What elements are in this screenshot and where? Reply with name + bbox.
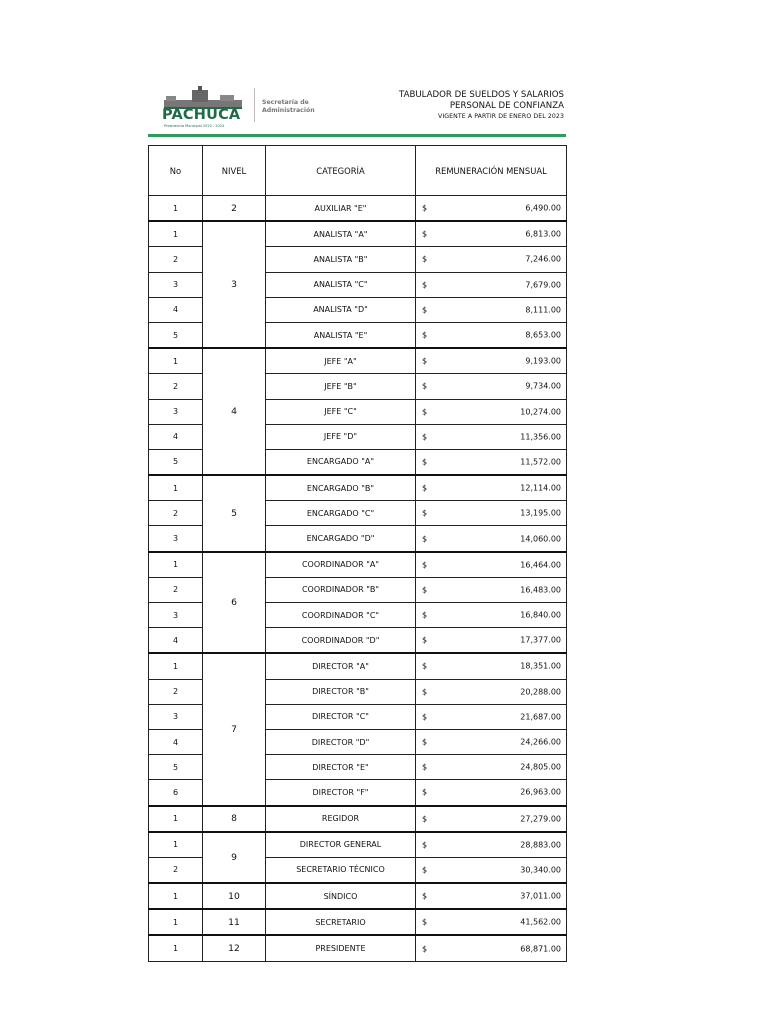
- cell-remuneracion: [416, 704, 567, 729]
- cell-remuneracion: [416, 653, 567, 679]
- cell-categoria: DIRECTOR "A": [266, 653, 416, 679]
- cell-remuneracion: [416, 449, 567, 475]
- amount-value: 20,288.00: [520, 687, 561, 697]
- header-rule: [148, 134, 566, 137]
- amount-value: 24,805.00: [520, 762, 561, 772]
- cell-no: 4: [149, 628, 203, 654]
- cell-categoria: ANALISTA "E": [266, 322, 416, 348]
- currency-symbol: $: [422, 687, 428, 697]
- table-row: [149, 348, 567, 374]
- column-header-categoria: CATEGORÍA: [266, 146, 416, 196]
- cell-nivel: 4: [203, 348, 266, 475]
- cell-no: 1: [149, 806, 203, 832]
- currency-symbol: $: [422, 737, 428, 747]
- currency-symbol: $: [422, 762, 428, 772]
- amount-value: 26,963.00: [520, 787, 561, 797]
- cell-remuneracion: [416, 755, 567, 780]
- currency-symbol: $: [422, 840, 428, 850]
- amount-value: 7,679.00: [525, 280, 561, 290]
- column-header-nivel: NIVEL: [203, 146, 266, 196]
- table-row: [149, 909, 567, 935]
- cell-remuneracion: [416, 909, 567, 935]
- department-line-1: Secretaría de: [262, 99, 309, 106]
- currency-symbol: $: [422, 305, 428, 315]
- cell-no: 5: [149, 322, 203, 348]
- currency-symbol: $: [422, 814, 428, 824]
- cell-categoria: DIRECTOR "E": [266, 755, 416, 780]
- amount-value: 12,114.00: [520, 483, 561, 493]
- cell-categoria: REGIDOR: [266, 806, 416, 832]
- header-divider: [254, 88, 255, 122]
- cell-categoria: ENCARGADO "A": [266, 449, 416, 475]
- cell-remuneracion: [416, 857, 567, 883]
- amount-value: 6,813.00: [525, 229, 561, 239]
- amount-value: 8,111.00: [525, 305, 561, 315]
- table-row: [149, 832, 567, 858]
- cell-categoria: COORDINADOR "B": [266, 577, 416, 602]
- currency-symbol: $: [422, 432, 428, 442]
- cell-no: 1: [149, 221, 203, 247]
- cell-remuneracion: [416, 603, 567, 628]
- cell-categoria: SECRETARIO: [266, 909, 416, 935]
- document-header: [148, 82, 566, 138]
- cell-categoria: ENCARGADO "C": [266, 501, 416, 526]
- currency-symbol: $: [422, 610, 428, 620]
- currency-symbol: $: [422, 865, 428, 875]
- cell-categoria: ANALISTA "D": [266, 297, 416, 322]
- cell-remuneracion: [416, 628, 567, 654]
- cell-nivel: 5: [203, 475, 266, 552]
- table-row: [149, 221, 567, 247]
- cell-categoria: DIRECTOR "F": [266, 780, 416, 806]
- cell-categoria: ANALISTA "A": [266, 221, 416, 247]
- cell-categoria: DIRECTOR "B": [266, 679, 416, 704]
- cell-nivel: 11: [203, 909, 266, 935]
- currency-symbol: $: [422, 917, 428, 927]
- amount-value: 28,883.00: [520, 840, 561, 850]
- cell-remuneracion: [416, 475, 567, 501]
- currency-symbol: $: [422, 534, 428, 544]
- cell-nivel: 7: [203, 653, 266, 805]
- amount-value: 8,653.00: [525, 330, 561, 340]
- title-line-2: PERSONAL DE CONFIANZA: [449, 101, 564, 111]
- cell-no: 1: [149, 196, 203, 222]
- cell-nivel: 9: [203, 832, 266, 883]
- amount-value: 41,562.00: [520, 917, 561, 927]
- amount-value: 10,274.00: [520, 407, 561, 417]
- cell-no: 1: [149, 348, 203, 374]
- table-row: [149, 196, 567, 222]
- currency-symbol: $: [422, 944, 428, 954]
- currency-symbol: $: [422, 229, 428, 239]
- cell-no: 2: [149, 247, 203, 272]
- cell-categoria: ENCARGADO "B": [266, 475, 416, 501]
- cell-no: 4: [149, 424, 203, 449]
- cell-categoria: ENCARGADO "D": [266, 526, 416, 552]
- cell-remuneracion: [416, 424, 567, 449]
- cell-no: 4: [149, 297, 203, 322]
- currency-symbol: $: [422, 661, 428, 671]
- currency-symbol: $: [422, 203, 428, 213]
- amount-value: 9,193.00: [525, 356, 561, 366]
- cell-no: 5: [149, 755, 203, 780]
- amount-value: 16,464.00: [520, 560, 561, 570]
- cell-no: 1: [149, 935, 203, 961]
- cell-categoria: SECRETARIO TÉCNICO: [266, 857, 416, 883]
- table-row: [149, 552, 567, 578]
- amount-value: 68,871.00: [520, 944, 561, 954]
- amount-value: 37,011.00: [520, 891, 561, 901]
- currency-symbol: $: [422, 381, 428, 391]
- column-header-remuneracion: REMUNERACIÓN MENSUAL: [416, 146, 567, 196]
- cell-no: 4: [149, 729, 203, 754]
- table-row: [149, 653, 567, 679]
- currency-symbol: $: [422, 635, 428, 645]
- cell-no: 2: [149, 679, 203, 704]
- cell-no: 2: [149, 501, 203, 526]
- amount-value: 9,734.00: [525, 381, 561, 391]
- cell-categoria: JEFE "B": [266, 374, 416, 399]
- currency-symbol: $: [422, 457, 428, 467]
- cell-no: 1: [149, 653, 203, 679]
- cell-no: 1: [149, 552, 203, 578]
- currency-symbol: $: [422, 356, 428, 366]
- cell-no: 1: [149, 883, 203, 909]
- cell-remuneracion: [416, 322, 567, 348]
- cell-remuneracion: [416, 780, 567, 806]
- cell-nivel: 2: [203, 196, 266, 222]
- cell-remuneracion: [416, 526, 567, 552]
- cell-categoria: COORDINADOR "A": [266, 552, 416, 578]
- cell-categoria: DIRECTOR "C": [266, 704, 416, 729]
- amount-value: 24,266.00: [520, 737, 561, 747]
- cell-remuneracion: [416, 806, 567, 832]
- cell-remuneracion: [416, 935, 567, 961]
- table-row: [149, 806, 567, 832]
- logo-subtitle: Presidencia Municipal 2020 - 2024: [164, 124, 225, 128]
- amount-value: 16,483.00: [520, 585, 561, 595]
- amount-value: 13,195.00: [520, 508, 561, 518]
- cell-no: 2: [149, 374, 203, 399]
- cell-categoria: JEFE "C": [266, 399, 416, 424]
- cell-nivel: 10: [203, 883, 266, 909]
- currency-symbol: $: [422, 712, 428, 722]
- table-row: [149, 475, 567, 501]
- amount-value: 17,377.00: [520, 635, 561, 645]
- cell-categoria: DIRECTOR "D": [266, 729, 416, 754]
- amount-value: 11,356.00: [520, 432, 561, 442]
- table-row: [149, 935, 567, 961]
- cell-remuneracion: [416, 221, 567, 247]
- department-line-2: Administración: [262, 107, 315, 114]
- amount-value: 7,246.00: [525, 254, 561, 264]
- cell-no: 2: [149, 577, 203, 602]
- amount-value: 6,490.00: [525, 203, 561, 213]
- cell-remuneracion: [416, 272, 567, 297]
- cell-nivel: 12: [203, 935, 266, 961]
- cell-categoria: DIRECTOR GENERAL: [266, 832, 416, 858]
- cell-remuneracion: [416, 247, 567, 272]
- table-header-row: [149, 146, 567, 196]
- cell-remuneracion: [416, 297, 567, 322]
- currency-symbol: $: [422, 585, 428, 595]
- cell-categoria: SÍNDICO: [266, 883, 416, 909]
- cell-remuneracion: [416, 348, 567, 374]
- table-row: [149, 883, 567, 909]
- amount-value: 30,340.00: [520, 865, 561, 875]
- cell-remuneracion: [416, 399, 567, 424]
- cell-remuneracion: [416, 679, 567, 704]
- title-line-3: VIGENTE A PARTIR DE ENERO DEL 2023: [438, 113, 564, 120]
- cell-categoria: JEFE "D": [266, 424, 416, 449]
- cell-no: 1: [149, 832, 203, 858]
- amount-value: 16,840.00: [520, 610, 561, 620]
- cell-categoria: PRESIDENTE: [266, 935, 416, 961]
- salary-table: [148, 145, 567, 962]
- cell-no: 3: [149, 272, 203, 297]
- amount-value: 11,572.00: [520, 457, 561, 467]
- amount-value: 27,279.00: [520, 814, 561, 824]
- cell-remuneracion: [416, 832, 567, 858]
- column-header-no: No: [149, 146, 203, 196]
- cell-no: 5: [149, 449, 203, 475]
- cell-no: 3: [149, 399, 203, 424]
- currency-symbol: $: [422, 280, 428, 290]
- currency-symbol: $: [422, 407, 428, 417]
- cell-no: 6: [149, 780, 203, 806]
- cell-no: 3: [149, 526, 203, 552]
- currency-symbol: $: [422, 891, 428, 901]
- cell-categoria: ANALISTA "B": [266, 247, 416, 272]
- cell-nivel: 8: [203, 806, 266, 832]
- table-body: [149, 196, 567, 962]
- department-name: [262, 99, 315, 115]
- currency-symbol: $: [422, 483, 428, 493]
- cell-no: 1: [149, 909, 203, 935]
- amount-value: 14,060.00: [520, 534, 561, 544]
- cell-remuneracion: [416, 577, 567, 602]
- cell-categoria: ANALISTA "C": [266, 272, 416, 297]
- cell-remuneracion: [416, 552, 567, 578]
- cell-remuneracion: [416, 374, 567, 399]
- currency-symbol: $: [422, 330, 428, 340]
- logo-name: PACHUCA: [162, 107, 241, 123]
- amount-value: 21,687.00: [520, 712, 561, 722]
- currency-symbol: $: [422, 787, 428, 797]
- amount-value: 18,351.00: [520, 661, 561, 671]
- cell-categoria: AUXILIAR "E": [266, 196, 416, 222]
- currency-symbol: $: [422, 508, 428, 518]
- cell-categoria: JEFE "A": [266, 348, 416, 374]
- currency-symbol: $: [422, 560, 428, 570]
- cell-categoria: COORDINADOR "D": [266, 628, 416, 654]
- cell-nivel: 3: [203, 221, 266, 348]
- cell-no: 3: [149, 603, 203, 628]
- cell-remuneracion: [416, 501, 567, 526]
- cell-no: 3: [149, 704, 203, 729]
- cell-categoria: COORDINADOR "C": [266, 603, 416, 628]
- currency-symbol: $: [422, 254, 428, 264]
- cell-remuneracion: [416, 196, 567, 222]
- cell-remuneracion: [416, 729, 567, 754]
- title-line-1: TABULADOR DE SUELDOS Y SALARIOS: [399, 90, 564, 100]
- cell-no: 1: [149, 475, 203, 501]
- cell-nivel: 6: [203, 552, 266, 654]
- cell-no: 2: [149, 857, 203, 883]
- cell-remuneracion: [416, 883, 567, 909]
- document-titles: [399, 90, 564, 122]
